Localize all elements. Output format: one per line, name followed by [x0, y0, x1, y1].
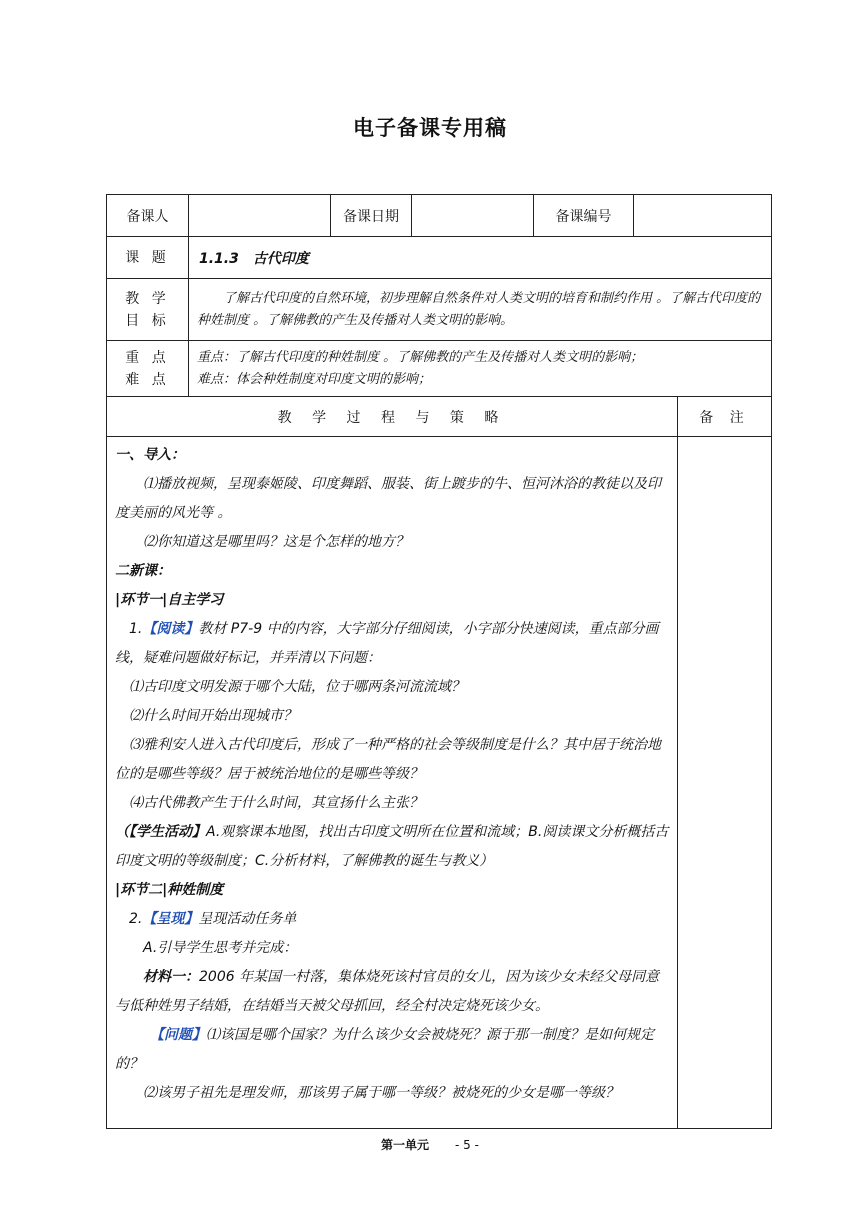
notes-column [678, 437, 772, 1129]
material-text: 2006 年某国一村落，集体烧死该村官员的女儿，因为该少女未经父母同意与低种姓男子结婚，在结婚当天被父母抓回，经全村决定烧死该少女。 [115, 969, 660, 1014]
footer-unit: 第一单元 [381, 1138, 430, 1152]
page-title: 电子备课专用稿 [353, 116, 507, 140]
topic-label: 课 题 [107, 237, 189, 279]
intro-heading: 一、导入： [115, 447, 185, 463]
reading-task [115, 615, 669, 673]
present-text: 呈现活动任务单 [198, 911, 297, 927]
topic-row [107, 237, 772, 279]
guide-text: A.引导学生思考并完成： [143, 940, 298, 956]
question-1: ⑴古印度文明发源于哪个大陆，位于哪两条河流流域？ [129, 679, 465, 695]
objectives-label [107, 279, 189, 341]
keypoints-text [189, 341, 772, 397]
intro-item-2: ⑵你知道这是哪里吗？这是个怎样的地方？ [143, 534, 409, 550]
number-value [634, 195, 772, 237]
present-number: 2. [129, 911, 143, 927]
header-row [107, 195, 772, 237]
keypoints-row [107, 341, 772, 397]
reading-tag: 【阅读】 [142, 621, 199, 637]
question-tag: 【问题】 [150, 1027, 206, 1043]
present-tag: 【呈现】 [142, 911, 199, 927]
date-label: 备课日期 [331, 195, 412, 237]
objectives-paragraph: 了解古代印度的自然环境，初步理解自然条件对人类文明的培育和制约作用 。了解古代印度的种姓制度 。了解佛教的产生及传播对人类文明的影响。 [197, 290, 761, 328]
process-content [107, 437, 678, 1129]
number-label: 备课编号 [534, 195, 634, 237]
keypoints-label [107, 341, 189, 397]
process-body-row [107, 437, 772, 1129]
keypoints-label-line-1: 重 点 [125, 349, 170, 366]
reading-number: 1. [129, 621, 143, 637]
keypoints-line-1: 重点：了解古代印度的种姓制度 。了解佛教的产生及传播对人类文明的影响； [197, 349, 644, 365]
objectives-row [107, 279, 772, 341]
preparer-label: 备课人 [107, 195, 189, 237]
keypoints-line-2: 难点：体会种姓制度对印度文明的影响； [197, 371, 432, 387]
question-4: ⑷古代佛教产生于什么时间，其宣扬什么主张？ [129, 795, 423, 811]
objectives-label-line-1: 教 学 [125, 290, 170, 307]
question-block-1 [115, 1021, 669, 1079]
question-3: ⑶雅利安人进入古代印度后，形成了一种严格的社会等级制度是什么？其中居于统治地位的是哪些等级？居于被统治地位的是哪些等级？ [115, 737, 661, 782]
material-one [115, 963, 669, 1021]
intro-item-1: ⑴播放视频，呈现泰姬陵、印度舞蹈、服装、街上踱步的牛、恒河沐浴的教徒以及印度美丽的风光等 。 [115, 476, 661, 521]
question-block-2: ⑵该男子祖先是理发师，那该男子属于哪一等级？被烧死的少女是哪一等级？ [143, 1085, 619, 1101]
objectives-text [189, 279, 772, 341]
student-activity [115, 818, 669, 876]
date-value [412, 195, 534, 237]
process-heading: 教 学 过 程 与 策 略 [107, 397, 678, 437]
footer-page-number: - 5 - [455, 1138, 479, 1152]
material-label: 材料一： [143, 969, 199, 985]
objectives-label-line-2: 目 标 [125, 312, 170, 329]
activity-text: A.观察课本地图，找出古印度文明所在位置和流域；B.阅读课文分析概括古印度文明的等级制度；C.分析材料，了解佛教的诞生与教义） [115, 824, 669, 869]
question-2: ⑵什么时间开始出现城市？ [129, 708, 297, 724]
topic-value: 1.1.3 古代印度 [189, 237, 772, 279]
new-lesson-heading: 二新课： [115, 563, 171, 579]
preparer-value [189, 195, 331, 237]
notes-heading: 备 注 [678, 397, 772, 437]
section-2-title: |环节二|种姓制度 [115, 882, 224, 898]
activity-tag: （【学生活动】 [115, 824, 206, 840]
present-task [115, 905, 669, 934]
reading-text: 教材 P7-9 中的内容，大字部分仔细阅读，小字部分快速阅读，重点部分画线，疑难问题做好标记，并弄清以下问题： [115, 621, 659, 666]
process-header-row [107, 397, 772, 437]
keypoints-label-line-2: 难 点 [125, 371, 170, 388]
lesson-plan-table [106, 194, 772, 1129]
page-footer [0, 1136, 860, 1153]
section-1-title: |环节一|自主学习 [115, 592, 224, 608]
question-text-1: ⑴该国是哪个国家？为什么该少女会被烧死？源于那一制度？是如何规定的？ [115, 1027, 654, 1072]
